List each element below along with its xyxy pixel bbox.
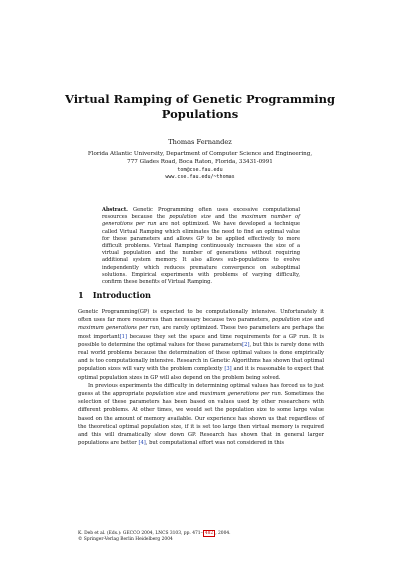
text: . Sometimes the selection of these parameters has been based on values used by other researchers with different problems. At other times, we would set the population size to some large value based on the amount of memory available. Our experience has shown us that regardless of the theoretical optimal population size, if it is set too large then virtual memory is required and this will dramatically slow down GP. Research has shown that in general larger populations are better [78, 391, 325, 447]
emph: population size [271, 317, 313, 324]
citation-link[interactable]: [2] [242, 341, 250, 348]
text: and [312, 317, 325, 324]
abstract-label: Abstract. [102, 207, 128, 213]
text: , but this is rarely done with real world problems because the determination of these optimal values is done empirically and is too computationally intensive. Research in Genetic Algorithms has shown that optimal population sizes will vary with the problem complexity [78, 341, 325, 373]
abstract-emph: maximum number of generations per run [102, 214, 300, 228]
abstract-text: Genetic Programming often uses excessive computational resources because the [102, 207, 300, 221]
text: and [185, 391, 200, 398]
author-url[interactable]: www.cse.fau.edu/~thomas [165, 174, 235, 181]
section-heading [78, 290, 151, 300]
author-name: Thomas Fernandez [168, 138, 232, 146]
text: , are rarely optimized. These two parameters are perhaps the most important [78, 325, 324, 340]
emph: maximum generations per run [78, 325, 159, 332]
paragraph [78, 382, 324, 448]
footer-copyright: © Springer-Verlag Berlin Heidelberg 2004 [78, 537, 173, 542]
citation-link[interactable]: [1] [119, 333, 127, 340]
abstract [102, 207, 300, 286]
section-number: 1 [78, 290, 84, 300]
abstract-emph: population size [169, 214, 211, 221]
page-range-link[interactable]: 482 [204, 531, 214, 536]
author-email[interactable]: tom@cse.fau.edu [177, 166, 223, 173]
citation-link[interactable]: [3] [224, 366, 232, 373]
body-text [78, 308, 324, 447]
citation-link[interactable]: [4] [138, 440, 146, 447]
paragraph [78, 308, 324, 382]
paper-title: Virtual Ramping of Genetic Programming Populations [64, 92, 336, 121]
emph: maximum generations per run [199, 391, 281, 398]
affiliation-line-1: Florida Atlantic University, Department of Computer Science and Engineering, [87, 151, 313, 157]
affiliation-line-2: 777 Glades Road, Boca Raton, Florida, 33431-0991 [127, 158, 273, 165]
affiliation-block [40, 151, 360, 182]
text: because they set the space and time requirements for a GP run. It is possible to determine the optimal values for these parameters [78, 333, 325, 348]
section-title: Introduction [92, 290, 152, 300]
text: , but computational effort was not considered in this [145, 440, 285, 447]
text: Genetic Programming(GP) is expected to be computationally intensive. Unfortunately it often uses far more resources than necessary because two parameters, [78, 309, 324, 324]
emph: population size [145, 391, 186, 398]
footer-text: K. Deb et al. (Eds.): GECCO 2004, LNCS 3103, pp. 471– [78, 531, 203, 536]
page-footer [78, 531, 324, 543]
text: and it is reasonable to expect that optimal population sizes in GP will also depend on the problem being solved. [78, 366, 325, 381]
abstract-text: and the [210, 214, 242, 221]
text: In previous experiments the difficulty in determining optimal values has forced us to just guess at the appropriate [78, 382, 324, 398]
abstract-text: are not optimized. We have developed a technique called Virtual Ramping which eliminates the need to find an optimal value for these parameters and allows GP to be applied effectively to more difficult problems. Virtual Ramping continuously increases the size of a virtual population and the number of generations without requiring additional system memory. It also allows sub-populations to evolve independently which reduces premature convergence on suboptimal solutions. Empirical experiments with problems of varying difficulty, confirm these benefits of Virtual Ramping. [102, 221, 301, 286]
footer-text: , 2004. [215, 531, 231, 536]
